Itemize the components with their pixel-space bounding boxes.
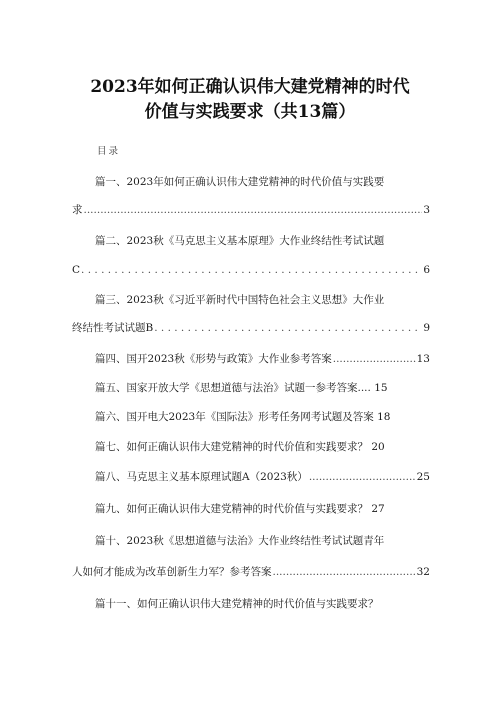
toc-entry-7[interactable] <box>95 440 385 454</box>
toc-entry-4[interactable] <box>95 352 430 366</box>
toc-entry-5-text: 篇五、国家开放大学《思想道德与法治》试题一参考答案.... <box>95 382 371 394</box>
toc-entry-8[interactable] <box>95 470 430 484</box>
toc-entry-1-line-2[interactable] <box>72 203 430 217</box>
toc-leader-dots <box>154 321 422 335</box>
toc-entry-1-page: 3 <box>423 204 430 216</box>
toc-entry-5[interactable] <box>95 381 388 395</box>
toc-entry-6[interactable] <box>95 410 390 424</box>
toc-entry-6-text: 篇六、国开电大2023年《国际法》形考任务网考试题及答案 <box>95 411 374 423</box>
document-title-line-2: 价值与实践要求（共13篇） <box>144 102 356 122</box>
toc-entry-2-line-1[interactable]: 篇二、2023秋《马克思主义基本原理》大作业终结性考试试题 <box>95 235 385 247</box>
toc-entry-9-page: 27 <box>371 503 385 515</box>
toc-entry-11-line-1[interactable]: 篇十一、如何正确认识伟大建党精神的时代价值与实践要求？ <box>95 598 379 610</box>
toc-entry-10-page: 32 <box>416 566 430 578</box>
toc-entry-3-line-1[interactable]: 篇三、2023秋《习近平新时代中国特色社会主义思想》大作业 <box>95 294 385 306</box>
toc-entry-1-line-1[interactable]: 篇一、2023年如何正确认识伟大建党精神的时代价值与实践要 <box>95 176 385 188</box>
toc-leader-dots <box>273 565 416 579</box>
toc-entry-7-page: 20 <box>371 441 385 453</box>
toc-entry-1-text: 求 <box>72 204 83 216</box>
toc-leader-dots <box>309 470 416 484</box>
toc-entry-3-page: 9 <box>423 322 430 334</box>
document-title-line-1: 2023年如何正确认识伟大建党精神的时代 <box>90 77 410 97</box>
toc-entry-8-text: 篇八、马克思主义基本原理试题A（2023秋） <box>95 471 308 483</box>
toc-entry-5-page: 15 <box>374 382 388 394</box>
toc-entry-6-page: 18 <box>377 411 391 423</box>
toc-entry-2-line-2[interactable] <box>72 263 430 277</box>
toc-entry-2-page: 6 <box>423 264 430 276</box>
toc-leader-dots <box>84 203 423 217</box>
toc-entry-9-text: 篇九、如何正确认识伟大建党精神的时代价值与实践要求？ <box>95 503 368 515</box>
toc-entry-10-line-1[interactable]: 篇十、2023秋《思想道德与法治》大作业终结性考试试题青年 <box>95 535 385 547</box>
toc-entry-4-page: 13 <box>416 353 430 365</box>
toc-entry-8-page: 25 <box>416 471 430 483</box>
toc-entry-4-text: 篇四、国开2023秋《形势与政策》大作业参考答案 <box>95 353 332 365</box>
toc-entry-7-text: 篇七、如何正确认识伟大建党精神的时代价值和实践要求？ <box>95 441 368 453</box>
toc-leader-dots <box>81 263 422 277</box>
toc-entry-10-line-2[interactable] <box>72 565 430 579</box>
toc-entry-9[interactable] <box>95 502 385 516</box>
toc-entry-3-line-2[interactable] <box>72 321 430 335</box>
toc-entry-3-text: 终结性考试试题B <box>72 322 154 334</box>
toc-entry-2-text: C <box>72 264 81 276</box>
toc-entry-10-text: 人如何才能成为改革创新生力军？参考答案 <box>72 566 272 578</box>
toc-leader-dots <box>333 352 416 366</box>
toc-heading: 目录 <box>97 146 121 157</box>
